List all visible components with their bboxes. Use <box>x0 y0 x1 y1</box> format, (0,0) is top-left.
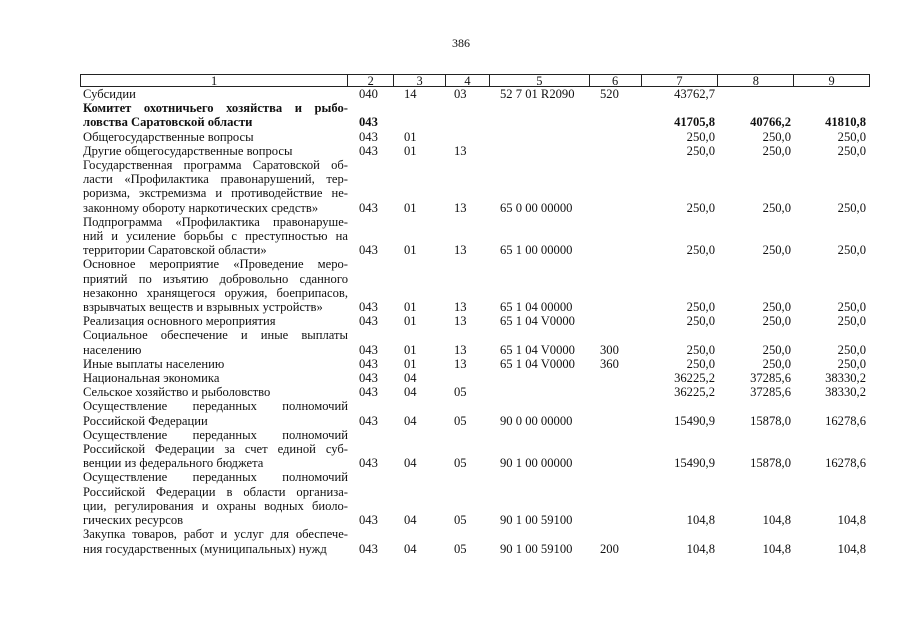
gr-code: 040 <box>359 87 378 101</box>
section-code: 01 <box>404 342 417 357</box>
target-article-code: 90 1 00 59100 <box>500 541 573 556</box>
column-header: 5 <box>490 75 590 86</box>
row-label <box>80 357 348 371</box>
section-code: 01 <box>404 314 417 329</box>
section-code: 01 <box>404 143 417 158</box>
section-code: 01 <box>404 300 417 315</box>
label-line: ний и усиление борьбы с преступностью на <box>83 229 348 244</box>
column-header: 7 <box>642 75 719 86</box>
target-article-code: 65 1 04 V0000 <box>500 314 575 329</box>
amount-year-3: 250,0 <box>837 314 866 329</box>
amount-year-2: 250,0 <box>762 243 791 258</box>
column-header: 3 <box>394 75 446 86</box>
gr-code: 043 <box>359 513 378 528</box>
column-header: 6 <box>590 75 642 86</box>
gr-code: 043 <box>359 300 378 315</box>
amount-year-2: 250,0 <box>762 314 791 329</box>
section-code: 01 <box>404 356 417 371</box>
section-code: 04 <box>404 456 417 471</box>
table-row <box>80 385 870 399</box>
amount-year-1: 250,0 <box>686 356 715 371</box>
target-article-code: 90 1 00 59100 <box>500 513 573 528</box>
label-line: приятий по изъятию добровольно сданного <box>83 271 348 286</box>
label-line: территории Саратовской области» <box>83 243 267 258</box>
amount-year-1: 250,0 <box>686 200 715 215</box>
table-row <box>80 399 870 427</box>
amount-year-1: 250,0 <box>686 300 715 315</box>
label-line: законному обороту наркотических средств» <box>83 200 319 215</box>
section-code: 14 <box>404 87 417 101</box>
amount-year-2: 15878,0 <box>750 413 791 428</box>
section-code: 01 <box>404 243 417 258</box>
label-line: венции из федерального бюджета <box>83 456 264 471</box>
table-body <box>80 87 870 556</box>
subsection-code: 13 <box>454 143 467 158</box>
subsection-code: 13 <box>454 356 467 371</box>
label-line: ласти «Профилактика правонарушений, тер- <box>83 172 348 187</box>
amount-year-3: 41810,8 <box>825 115 866 130</box>
row-label <box>80 527 348 555</box>
amount-year-2: 37285,6 <box>750 371 791 386</box>
label-line: Российской Федерации <box>83 413 208 428</box>
amount-year-2: 250,0 <box>762 342 791 357</box>
table-row <box>80 215 870 258</box>
table-row <box>80 158 870 215</box>
table-row <box>80 144 870 158</box>
label-line: Осуществление переданных полномочий <box>83 427 348 442</box>
label-line: Социальное обеспечение и иные выплаты <box>83 328 348 343</box>
amount-year-2: 40766,2 <box>750 115 791 130</box>
amount-year-1: 250,0 <box>686 243 715 258</box>
amount-year-1: 15490,9 <box>674 456 715 471</box>
label-line: Подпрограмма «Профилактика правонаруше- <box>83 214 348 229</box>
target-article-code: 65 0 00 00000 <box>500 200 573 215</box>
section-code: 04 <box>404 413 417 428</box>
amount-year-1: 104,8 <box>686 513 715 528</box>
target-article-code: 52 7 01 R2090 <box>500 87 575 101</box>
amount-year-3: 250,0 <box>837 243 866 258</box>
label-line: Осуществление переданных полномочий <box>83 399 348 414</box>
amount-year-2: 250,0 <box>762 143 791 158</box>
label-line: Субсидии <box>83 87 136 101</box>
section-code: 04 <box>404 385 417 400</box>
target-article-code: 90 1 00 00000 <box>500 456 573 471</box>
gr-code: 043 <box>359 243 378 258</box>
label-line: населению <box>83 342 142 357</box>
target-article-code: 90 0 00 00000 <box>500 413 573 428</box>
subsection-code: 13 <box>454 300 467 315</box>
subsection-code: 05 <box>454 456 467 471</box>
amount-year-3: 104,8 <box>837 541 866 556</box>
column-header: 4 <box>446 75 490 86</box>
amount-year-2: 250,0 <box>762 300 791 315</box>
amount-year-1: 104,8 <box>686 541 715 556</box>
amount-year-1: 36225,2 <box>674 371 715 386</box>
amount-year-2: 250,0 <box>762 129 791 144</box>
label-line: Реализация основного мероприятия <box>83 314 276 329</box>
amount-year-1: 250,0 <box>686 342 715 357</box>
row-label <box>80 101 348 129</box>
amount-year-2: 37285,6 <box>750 385 791 400</box>
section-code: 01 <box>404 200 417 215</box>
page-number: 386 <box>452 36 470 50</box>
label-line: гических ресурсов <box>83 513 184 528</box>
label-line: Общегосударственные вопросы <box>83 129 254 144</box>
row-label <box>80 314 348 328</box>
amount-year-1: 250,0 <box>686 129 715 144</box>
amount-year-3: 250,0 <box>837 300 866 315</box>
amount-year-3: 250,0 <box>837 143 866 158</box>
subsection-code: 13 <box>454 314 467 329</box>
table-row <box>80 371 870 385</box>
amount-year-2: 104,8 <box>762 541 791 556</box>
row-label <box>80 328 348 356</box>
column-header: 9 <box>828 74 835 88</box>
subsection-code: 13 <box>454 243 467 258</box>
amount-year-1: 250,0 <box>686 314 715 329</box>
label-line: Государственная программа Саратовской об- <box>83 158 348 173</box>
amount-year-2: 104,8 <box>762 513 791 528</box>
gr-code: 043 <box>359 371 378 386</box>
budget-table <box>80 74 870 556</box>
label-line: Другие общегосударственные вопросы <box>83 143 293 158</box>
amount-year-2: 15878,0 <box>750 456 791 471</box>
row-label <box>80 399 348 427</box>
row-label <box>80 257 348 314</box>
expense-type-code: 200 <box>600 541 619 556</box>
label-line: Осуществление переданных полномочий <box>83 470 348 485</box>
table-row <box>80 527 870 555</box>
column-header: 8 <box>718 75 794 86</box>
target-article-code: 65 1 00 00000 <box>500 243 573 258</box>
label-line: Российской Федерации в области организа- <box>83 484 348 499</box>
subsection-code: 05 <box>454 513 467 528</box>
label-line: незаконно хранящегося оружия, боеприпасов, <box>83 285 348 300</box>
expense-type-code: 520 <box>600 87 619 101</box>
subsection-code: 05 <box>454 413 467 428</box>
amount-year-3: 250,0 <box>837 129 866 144</box>
amount-year-1: 15490,9 <box>674 413 715 428</box>
row-label <box>80 385 348 399</box>
amount-year-3: 38330,2 <box>825 371 866 386</box>
gr-code: 043 <box>359 541 378 556</box>
amount-year-3: 250,0 <box>837 356 866 371</box>
section-code: 01 <box>404 129 417 144</box>
gr-code: 043 <box>359 342 378 357</box>
expense-type-code: 360 <box>600 356 619 371</box>
gr-code: 043 <box>359 314 378 329</box>
label-line: Российской Федерации за счет единой суб- <box>83 442 348 457</box>
amount-year-3: 104,8 <box>837 513 866 528</box>
label-line: ции, регулирования и охраны водных биоло- <box>83 498 348 513</box>
subsection-code: 03 <box>454 87 467 101</box>
label-line: Основное мероприятие «Проведение меро- <box>83 257 348 272</box>
gr-code: 043 <box>359 385 378 400</box>
table-row <box>80 257 870 314</box>
column-header: 2 <box>348 75 394 86</box>
row-label <box>80 158 348 215</box>
table-row <box>80 357 870 371</box>
gr-code: 043 <box>359 456 378 471</box>
amount-year-1: 41705,8 <box>674 115 715 130</box>
subsection-code: 05 <box>454 541 467 556</box>
target-article-code: 65 1 04 V0000 <box>500 356 575 371</box>
table-row <box>80 101 870 129</box>
target-article-code: 65 1 04 00000 <box>500 300 573 315</box>
gr-code: 043 <box>359 143 378 158</box>
gr-code: 043 <box>359 413 378 428</box>
subsection-code: 05 <box>454 385 467 400</box>
table-row <box>80 130 870 144</box>
target-article-code: 65 1 04 V0000 <box>500 342 575 357</box>
label-line: ловства Саратовской области <box>83 115 253 130</box>
table-row <box>80 428 870 471</box>
row-label <box>80 130 348 144</box>
amount-year-3: 16278,6 <box>825 413 866 428</box>
column-header: 1 <box>81 75 348 86</box>
table-row <box>80 314 870 328</box>
amount-year-3: 38330,2 <box>825 385 866 400</box>
gr-code: 043 <box>359 200 378 215</box>
label-line: Закупка товаров, работ и услуг для обеспече- <box>83 527 348 542</box>
amount-year-1: 43762,7 <box>674 87 715 101</box>
label-line: ния государственных (муниципальных) нужд <box>83 541 327 556</box>
row-label <box>80 215 348 258</box>
subsection-code: 13 <box>454 342 467 357</box>
label-line: Комитет охотничьего хозяйства и рыбо- <box>83 101 348 116</box>
row-label <box>80 87 348 101</box>
table-row <box>80 328 870 356</box>
row-label <box>80 470 348 527</box>
amount-year-2: 250,0 <box>762 356 791 371</box>
label-line: Сельское хозяйство и рыболовство <box>83 385 271 400</box>
section-code: 04 <box>404 541 417 556</box>
gr-code: 043 <box>359 129 378 144</box>
gr-code: 043 <box>359 356 378 371</box>
table-row <box>80 87 870 101</box>
row-label <box>80 428 348 471</box>
amount-year-1: 36225,2 <box>674 385 715 400</box>
table-row <box>80 470 870 527</box>
subsection-code: 13 <box>454 200 467 215</box>
amount-year-3: 16278,6 <box>825 456 866 471</box>
row-label <box>80 144 348 158</box>
amount-year-3: 250,0 <box>837 200 866 215</box>
row-label <box>80 371 348 385</box>
label-line: Иные выплаты населению <box>83 356 225 371</box>
amount-year-1: 250,0 <box>686 143 715 158</box>
table-header <box>80 74 870 87</box>
expense-type-code: 300 <box>600 342 619 357</box>
gr-code: 043 <box>359 115 378 130</box>
section-code: 04 <box>404 513 417 528</box>
label-line: роризма, экстремизма и противодействие не- <box>83 186 348 201</box>
label-line: взрывчатых веществ и взрывных устройств» <box>83 300 323 315</box>
amount-year-2: 250,0 <box>762 200 791 215</box>
section-code: 04 <box>404 371 417 386</box>
amount-year-3: 250,0 <box>837 342 866 357</box>
label-line: Национальная экономика <box>83 371 220 386</box>
